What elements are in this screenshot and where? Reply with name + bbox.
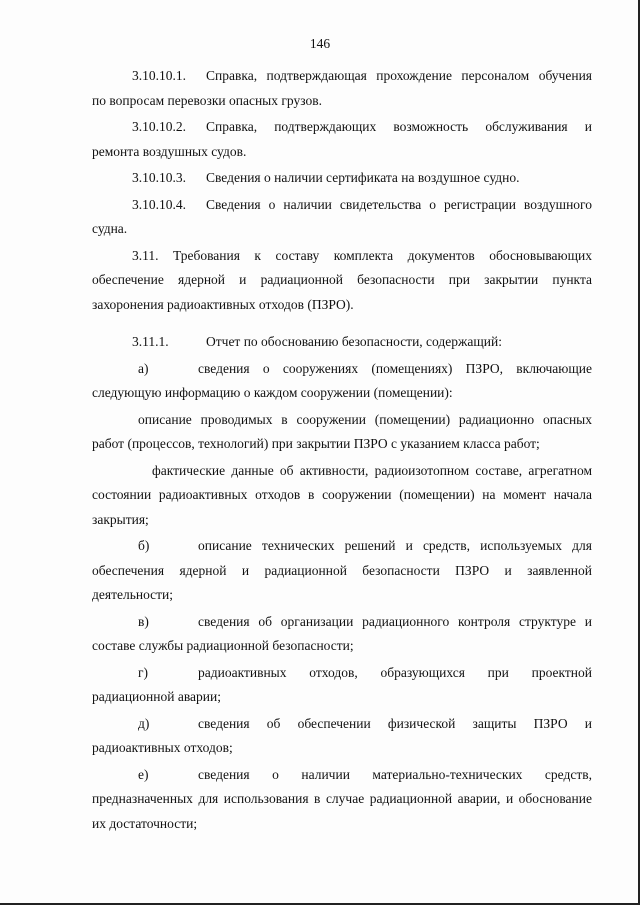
item-a-sub2-line2: состоянии радиоактивных отходов в сооружении (помещении) на момент начала — [92, 487, 592, 502]
clause-number: 3.10.10.2. — [132, 119, 186, 134]
item-a-sub1-line2: работ (процессов, технологий) при закрытии ПЗРО с указанием класса работ; — [92, 436, 540, 451]
item-letter: г) — [138, 664, 149, 680]
item-text: сведения о наличии материально-технических средств, — [198, 766, 592, 782]
item-text: сведения об обеспечении физической защиты ПЗРО и — [198, 715, 592, 731]
clause-text: Справка, подтверждающая прохождение персоналом обучения — [206, 68, 592, 83]
item-b-line3: деятельности; — [92, 587, 174, 602]
clause-number: 3.10.10.3. — [132, 170, 186, 185]
clause-text: Сведения о наличии свидетельства о регистрации воздушного — [206, 196, 592, 212]
page-number: 146 — [309, 36, 331, 51]
section-3-11-line2: обеспечение ядерной и радиационной безопасности при закрытии пункта — [92, 272, 592, 287]
item-a-sub1-line1: описание проводимых в сооружении (помещении) радиационно опасных — [138, 411, 592, 427]
item-d-line2: радиоактивных отходов; — [92, 740, 233, 755]
clause-number: 3.11.1. — [132, 334, 169, 349]
paragraph-3-10-10-1-line1 — [92, 64, 592, 89]
item-letter: в) — [138, 613, 149, 629]
item-e-line2: предназначенных для использования в случае радиационной аварии, и обоснование — [92, 791, 592, 806]
item-v-line1 — [92, 610, 592, 635]
paragraph-3-10-10-3 — [92, 166, 592, 191]
paragraph-3-10-10-4-line2: судна. — [92, 221, 128, 236]
document-body — [92, 64, 592, 836]
clause-number: 3.10.10.4. — [132, 196, 186, 212]
item-d-line1 — [92, 712, 592, 737]
item-text: описание технических решений и средств, используемых для — [198, 538, 592, 553]
clause-number: 3.10.10.1. — [132, 68, 186, 83]
item-v-line2: составе службы радиационной безопасности; — [92, 638, 354, 653]
item-letter: е) — [138, 766, 149, 782]
item-g-line2: радиационной аварии; — [92, 689, 221, 704]
paragraph-3-10-10-2-line1 — [92, 115, 592, 140]
item-b-line2: обеспечения ядерной и радиационной безопасности ПЗРО и заявленной — [92, 562, 592, 578]
item-text: сведения об организации радиационного контроля структуре и — [198, 613, 592, 629]
item-a-sub2-line1: фактические данные об активности, радиоизотопном составе, агрегатном — [152, 462, 592, 478]
paragraph-3-10-10-4-line1 — [92, 193, 592, 218]
clause-text: Справка, подтверждающих возможность обслуживания и — [206, 119, 592, 134]
paragraph-3-10-10-2-line2: ремонта воздушных судов. — [92, 143, 247, 159]
paragraph-3-11-1 — [92, 330, 592, 355]
item-g-line1 — [92, 661, 592, 686]
item-letter: б) — [138, 538, 150, 553]
item-b-line1 — [92, 534, 592, 559]
clause-text: Отчет по обоснованию безопасности, содержащий: — [206, 334, 502, 349]
item-e-line1 — [92, 763, 592, 788]
item-a-sub2-line3: закрытия; — [92, 511, 149, 527]
item-letter: а) — [138, 360, 149, 376]
item-a-line1 — [92, 357, 592, 382]
section-3-11-line1: 3.11. Требования к составу комплекта документов обосновывающих — [132, 247, 592, 263]
item-e-line3: их достаточности; — [92, 815, 198, 831]
item-text: сведения о сооружениях (помещениях) ПЗРО, включающие — [198, 360, 592, 376]
item-text: радиоактивных отходов, образующихся при проектной — [198, 664, 592, 680]
section-3-11-line3: захоронения радиоактивных отходов (ПЗРО). — [92, 296, 354, 312]
paragraph-3-10-10-1-line2: по вопросам перевозки опасных грузов. — [92, 92, 322, 108]
item-a-line2: следующую информацию о каждом сооружении (помещении): — [92, 385, 453, 400]
clause-text: Сведения о наличии сертификата на воздушное судно. — [206, 170, 520, 185]
item-letter: д) — [138, 715, 150, 731]
